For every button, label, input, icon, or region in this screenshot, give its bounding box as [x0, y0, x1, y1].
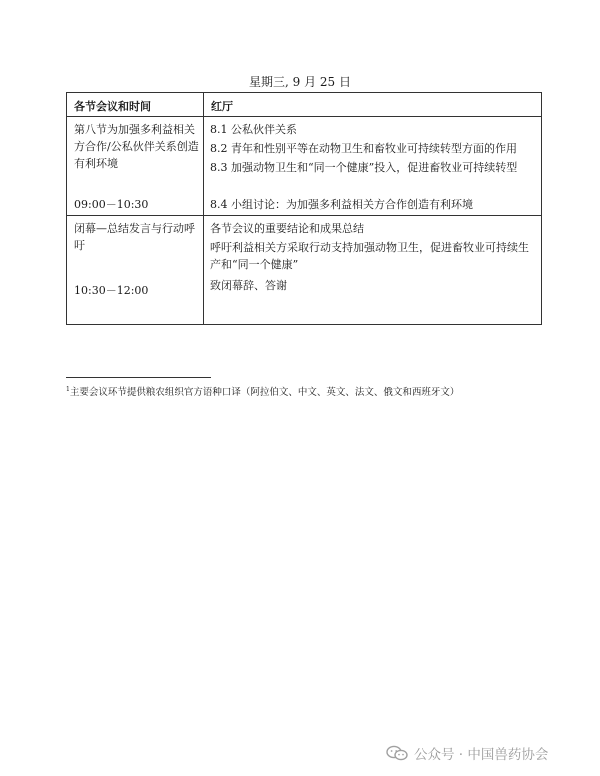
- agenda-cell: [204, 216, 542, 325]
- agenda-item: 8.1 公私伙伴关系: [210, 123, 297, 136]
- footnote-divider: [66, 377, 211, 378]
- session-cell: [67, 216, 204, 325]
- session-title: 第八节为加强多利益相关方合作/公私伙伴关系创造有利环境: [74, 123, 199, 170]
- wechat-icon: [386, 745, 408, 761]
- session-cell: [67, 117, 204, 216]
- header-session-time: 各节会议和时间: [67, 93, 204, 117]
- session-time: 10:30－12:00: [74, 284, 149, 297]
- table-row: [67, 216, 542, 325]
- agenda-item: 8.4 小组讨论：为加强多利益相关方合作创造有利环境: [210, 198, 473, 211]
- table-header-row: [67, 93, 542, 117]
- table-row: [67, 117, 542, 216]
- agenda-item: 呼吁利益相关方采取行动支持加强动物卫生，促进畜牧业可持续生产和“同一个健康”: [210, 241, 529, 271]
- agenda-item: 各节会议的重要结论和成果总结: [210, 222, 364, 235]
- footnote-text: 主要会议环节提供粮农组织官方语种口译（阿拉伯文、中文、英文、法文、俄文和西班牙文）: [69, 387, 460, 398]
- agenda-item: 8.2 青年和性别平等在动物卫生和畜牧业可持续转型方面的作用: [210, 142, 517, 155]
- day-title: 星期三, 9 月 25 日: [249, 75, 351, 89]
- footnote: [66, 384, 459, 398]
- session-time: 09:00－10:30: [74, 198, 149, 211]
- header-red-hall: 红厅: [204, 93, 542, 117]
- agenda-item: 8.3 加强动物卫生和“同一个健康”投入，促进畜牧业可持续转型: [210, 161, 518, 174]
- watermark: [386, 743, 548, 763]
- footnote-marker: 1: [66, 385, 70, 393]
- watermark-text: 公众号 · 中国兽药协会: [414, 747, 549, 763]
- schedule-table: [66, 92, 542, 325]
- session-title: 闭幕—总结发言与行动呼吁: [74, 222, 195, 252]
- agenda-cell: [204, 117, 542, 216]
- agenda-item: 致闭幕辞、答谢: [210, 279, 287, 292]
